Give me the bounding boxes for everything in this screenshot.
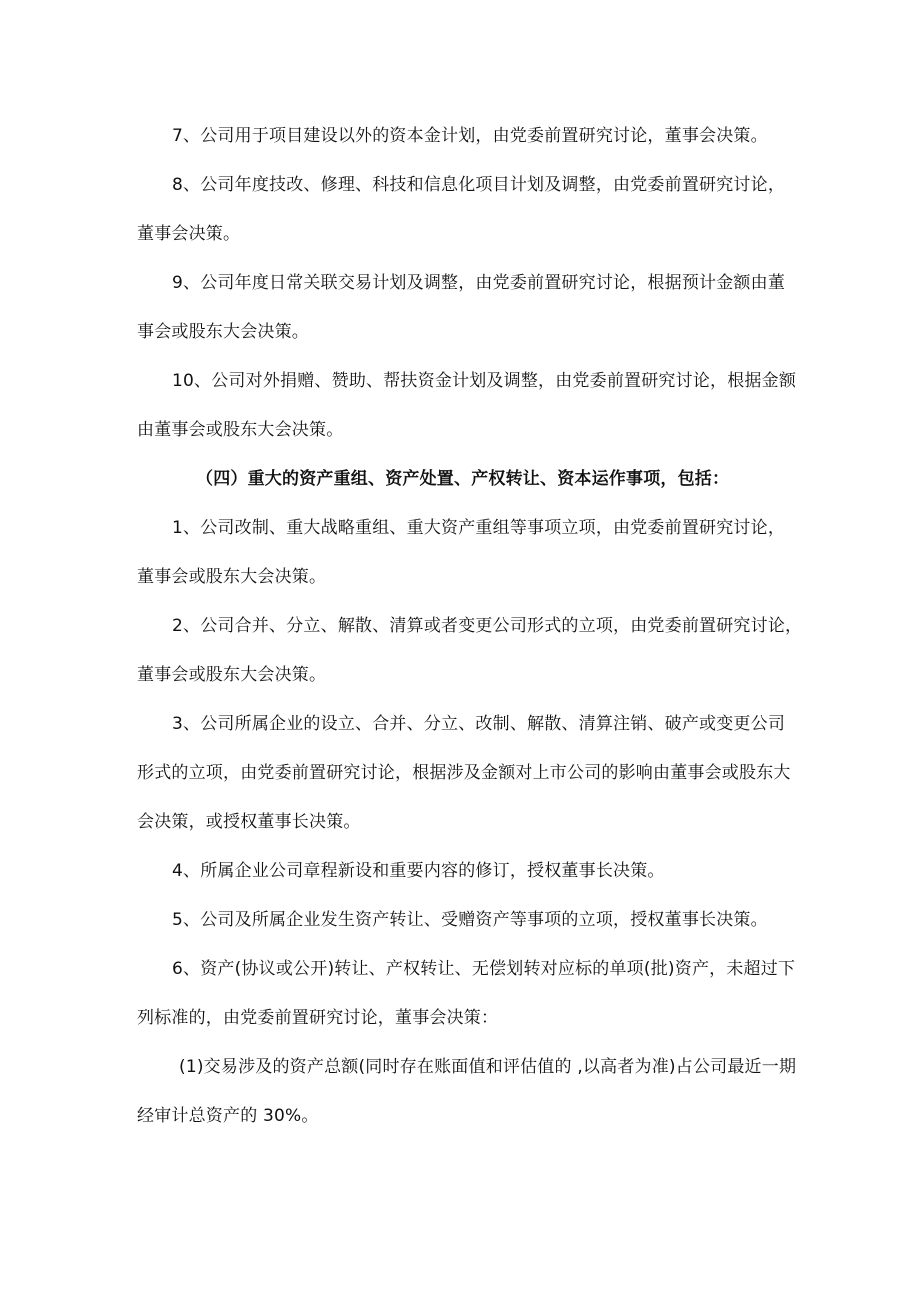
paragraph-8-line-1: 8、公司年度技改、修理、科技和信息化项目计划及调整，由党委前置研究讨论， xyxy=(172,175,786,195)
item-6-line-1: 6、资产(协议或公开)转让、产权转让、无偿划转对应标的单项(批)资产，未超过下 xyxy=(172,959,796,979)
item-3-line-2: 形式的立项，由党委前置研究讨论，根据涉及金额对上市公司的影响由董事会或股东大 xyxy=(137,763,791,783)
paragraph-10-line-2: 由董事会或股东大会决策。 xyxy=(137,420,344,440)
item-2-line-2: 董事会或股东大会决策。 xyxy=(137,665,327,685)
item-1-line-1: 1、公司改制、重大战略重组、重大资产重组等事项立项，由党委前置研究讨论， xyxy=(172,518,786,538)
paragraph-8-line-2: 董事会决策。 xyxy=(137,224,241,244)
subitem-1-line-2: 经审计总资产的 30%。 xyxy=(137,1106,319,1126)
paragraph-9-line-1: 9、公司年度日常关联交易计划及调整，由党委前置研究讨论，根据预计金额由董 xyxy=(172,273,786,293)
item-4-line-1: 4、所属企业公司章程新设和重要内容的修订，授权董事长决策。 xyxy=(172,861,665,881)
paragraph-9-line-2: 事会或股东大会决策。 xyxy=(137,322,309,342)
item-5-line-1: 5、公司及所属企业发生资产转让、受赠资产等事项的立项，授权董事长决策。 xyxy=(172,910,768,930)
paragraph-10-line-1: 10、公司对外捐赠、赞助、帮扶资金计划及调整，由党委前置研究讨论，根据金额 xyxy=(172,371,797,391)
item-3-line-3: 会决策，或授权董事长决策。 xyxy=(137,812,361,832)
subitem-1-line-1: (1)交易涉及的资产总额(同时存在账面值和评估值的 ,以高者为准)占公司最近一期 xyxy=(179,1057,797,1077)
item-1-line-2: 董事会或股东大会决策。 xyxy=(137,567,327,587)
section-heading-4: （四）重大的资产重组、资产处置、产权转让、资本运作事项，包括： xyxy=(196,469,730,489)
paragraph-7-line-1: 7、公司用于项目建设以外的资本金计划，由党委前置研究讨论，董事会决策。 xyxy=(172,126,768,146)
item-6-line-2: 列标准的，由党委前置研究讨论，董事会决策： xyxy=(137,1008,499,1028)
item-2-line-1: 2、公司合并、分立、解散、清算或者变更公司形式的立项，由党委前置研究讨论， xyxy=(172,616,803,636)
item-3-line-1: 3、公司所属企业的设立、合并、分立、改制、解散、清算注销、破产或变更公司 xyxy=(172,714,786,734)
